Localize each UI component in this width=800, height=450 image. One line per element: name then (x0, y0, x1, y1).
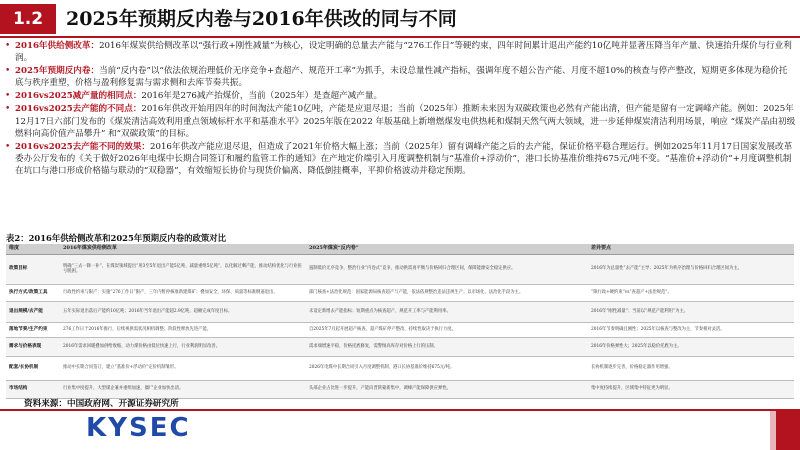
table-row (6, 284, 794, 301)
table-cell: 2016年节奏明确且刚性；2025年以核查与整改为主，节奏相对灵活。 (588, 322, 794, 337)
table-cell: 部门核查+法治化规范：国家能源局核查超产与产能，依法依规整治违法违规生产；以市场化、法治化手段为主。 (306, 284, 588, 301)
policy-comparison-table (6, 244, 794, 399)
bullet-text: 2016年煤炭供给侧改革以“强行政+刚性减量”为核心，设定明确的总量去产能与“276工作日”等硬约束，四年时间累计退出产能约10亿吨并显著压降当年产量、快速抬升煤价与行业利润。 (15, 41, 792, 64)
bullet-label: 2016年供给侧改革： (15, 41, 100, 51)
bullet-text: 2016年供改产能应退尽退，但造成了2021年价格大幅上涨；当前（2025年）留有调峰产能之后的去产能，保证价格平稳合理运行。例如2025年11月17日国家发展改革委办公厅发布的《关于做好2026年电煤中长期合同签订和履约监管工作的通知》在产地定价端引入月度调整机制与“基准价+浮动价”，港口长协基准价维持675元/吨不变。“基准价+浮动价”+月度调整机制在坑口与港口形成价格锚与联动的“双稳器”，有效缩短长协价与现货价偏离、降低倒挂概率，平抑价格波动并稳定预期。 (15, 141, 793, 176)
table-cell: “限行政+硬约束”vs“查超产+法治规范”。 (588, 284, 794, 301)
row-header-cell: 退出规模/去产能 (6, 301, 60, 322)
table-cell: 2016年价格弹性大；2025年以稳价托底为主。 (588, 337, 794, 356)
table-cell: 推动中长期合同签订，建立“基准价+浮动价”定价机制雏形。 (60, 356, 306, 380)
bullet-item (4, 40, 796, 64)
table-row (6, 337, 794, 356)
row-header-cell: 落地节奏/生产约束 (6, 322, 60, 337)
source-note: 资料来源：中国政府网、开源证券研究所 (24, 399, 179, 409)
row-header-cell: 执行方式/政策工具 (6, 284, 60, 301)
bullet-label: 2016vs2025去产能不同的效果： (15, 141, 151, 152)
bullet-dot-icon: • (5, 41, 11, 51)
table-cell: 自2025年7月起开展超产核查，超产煤矿停产整改，持续性取决于执行力度。 (306, 322, 588, 337)
table-cell: 头部企业占比进一步提升，产能向晋陕蒙新集中，调峰产能保障供应弹性。 (306, 380, 588, 398)
table-cell: 明确“三去一降一补”，在煤炭领域提出“用3至5年退出产能5亿吨、减量重组5亿吨”，以化解过剩产能、推动结构优化与行业扭亏脱困。 (60, 254, 306, 284)
slide-title: 2025年预期反内卷与2016年供改的同与不同 (66, 8, 457, 30)
bullet-item (4, 65, 796, 89)
bullet-item (4, 90, 796, 102)
row-header-cell: 需求与价格表现 (6, 337, 60, 356)
footer-brand-stripe (776, 411, 800, 450)
table-cell: 2016年为总量性“去产能”主导；2025年为秩序治理与价格回归合理区间为主。 (588, 254, 794, 284)
policy-comparison-table-block (6, 233, 794, 399)
table-caption: 表2：2016年供给侧改革和2025年预期反内卷的政策对比 (6, 233, 226, 243)
table-cell: 遏制低价无序竞争，整治行业“内卷式”竞争，推动供需再平衡与价格回归合理区间，保障能源安全稳定供应。 (306, 254, 588, 284)
table-cell: 2016年“刚性减量”；当前以“规范产能利用”为主。 (588, 301, 794, 322)
footer-divider (0, 409, 800, 411)
table-cell: 2026年电煤中长期合同引入月度调整机制，港口长协基准价维持675元/吨。 (306, 356, 588, 380)
bullet-label: 2016vs2025减产量的相同点： (15, 91, 142, 102)
bullet-dot-icon: • (5, 141, 11, 152)
table-cell: 行政性约束与限产：实施“276工作日”限产，三年内暂停核准新建煤矿；叠加安全、环保、质量等标准倒逼退出。 (60, 284, 306, 301)
table-row (6, 301, 794, 322)
column-header: 维度 (6, 244, 60, 254)
column-header: 2016年煤炭供给侧改革 (60, 244, 306, 254)
bullet-item (4, 103, 796, 139)
bullet-text: 2016年供改开始用四年的时间淘汰产能10亿吨，产能是应退尽退；当前（2025年）推断未来因为双碳政策也必然有产能出清，但产能是留有一定调峰产能。例如：2025年12月17日六部门发布的《煤炭清洁高效利用重点领域标杆水平和基准水平》2025年版在2022 年版基础上新增燃煤发电供热耗和煤制天然气两大领域，进一步延伸煤炭清洁利用场景，响应 “煤炭产品由初级燃料向高价值产品攀升” 和“双碳政策”的目标。 (15, 104, 796, 139)
bullet-dot-icon: • (5, 91, 11, 102)
table-cell: 2016年需求回暖叠加供给收缩，动力煤价格由低位快速上行，行业利润明显改善。 (60, 337, 306, 356)
bullet-list (4, 40, 796, 178)
table-header-row (6, 244, 794, 254)
bullet-text: 当前“反内卷”以“依法依规治理低价无序竞争+查超产、规范开工率”为抓手，未设总量性减产指标，强调年度不超公告产能、月度不超10%的核查与停产整改，短期更多体现为稳价托底与秩序重塑，价格与盈利修复需与需求侧和去库节奏共振。 (15, 66, 788, 89)
column-header: 差异要点 (588, 244, 794, 254)
section-number-badge: 1.2 (0, 4, 56, 34)
table-cell: 需求端增速平稳，价格托底修复，需警惕高库存对价格上行的压制。 (306, 337, 588, 356)
table-cell: 集中度持续提升，区域集中特征更为明显。 (588, 380, 794, 398)
table-row (6, 356, 794, 380)
table-cell: 未设定新增去产能指标；短期重点为核查超产、规范开工率与产能利用率。 (306, 301, 588, 322)
slide-header (0, 0, 800, 38)
bullet-text: 2016年是276减产抬煤价，当前（2025年）是查超产减产量。 (141, 91, 383, 102)
table-row (6, 322, 794, 337)
table-row (6, 380, 794, 398)
table-row (6, 254, 794, 284)
bullet-label: 2016vs2025去产能的不同点： (15, 104, 142, 115)
table-cell: 长协机制逐步完善，价格稳定器作用增强。 (588, 356, 794, 380)
bullet-label: 2025年预期反内卷： (15, 66, 100, 77)
table-cell: 276工作日于2016年推行，后续视供需状况相机调整；阶段性释放先进产能。 (60, 322, 306, 337)
header-divider (0, 36, 800, 38)
bullet-dot-icon: • (5, 104, 11, 115)
table-cell: 行业集中度提升，大型煤企兼并重组加速，僵尸企业加快出清。 (60, 380, 306, 398)
row-header-cell: 配套/长协机制 (6, 356, 60, 380)
table-cell: 五年实际退出落后产能约10亿吨；2016年当年退出产能超2.9亿吨，超额完成年度目标。 (60, 301, 306, 322)
bullet-dot-icon: • (5, 66, 11, 77)
row-header-cell: 市场结构 (6, 380, 60, 398)
kysec-logo: KYSEC (86, 413, 191, 443)
column-header: 2025年煤炭“反内卷” (306, 244, 588, 254)
bullet-item (4, 141, 796, 177)
row-header-cell: 政策目标 (6, 254, 60, 284)
